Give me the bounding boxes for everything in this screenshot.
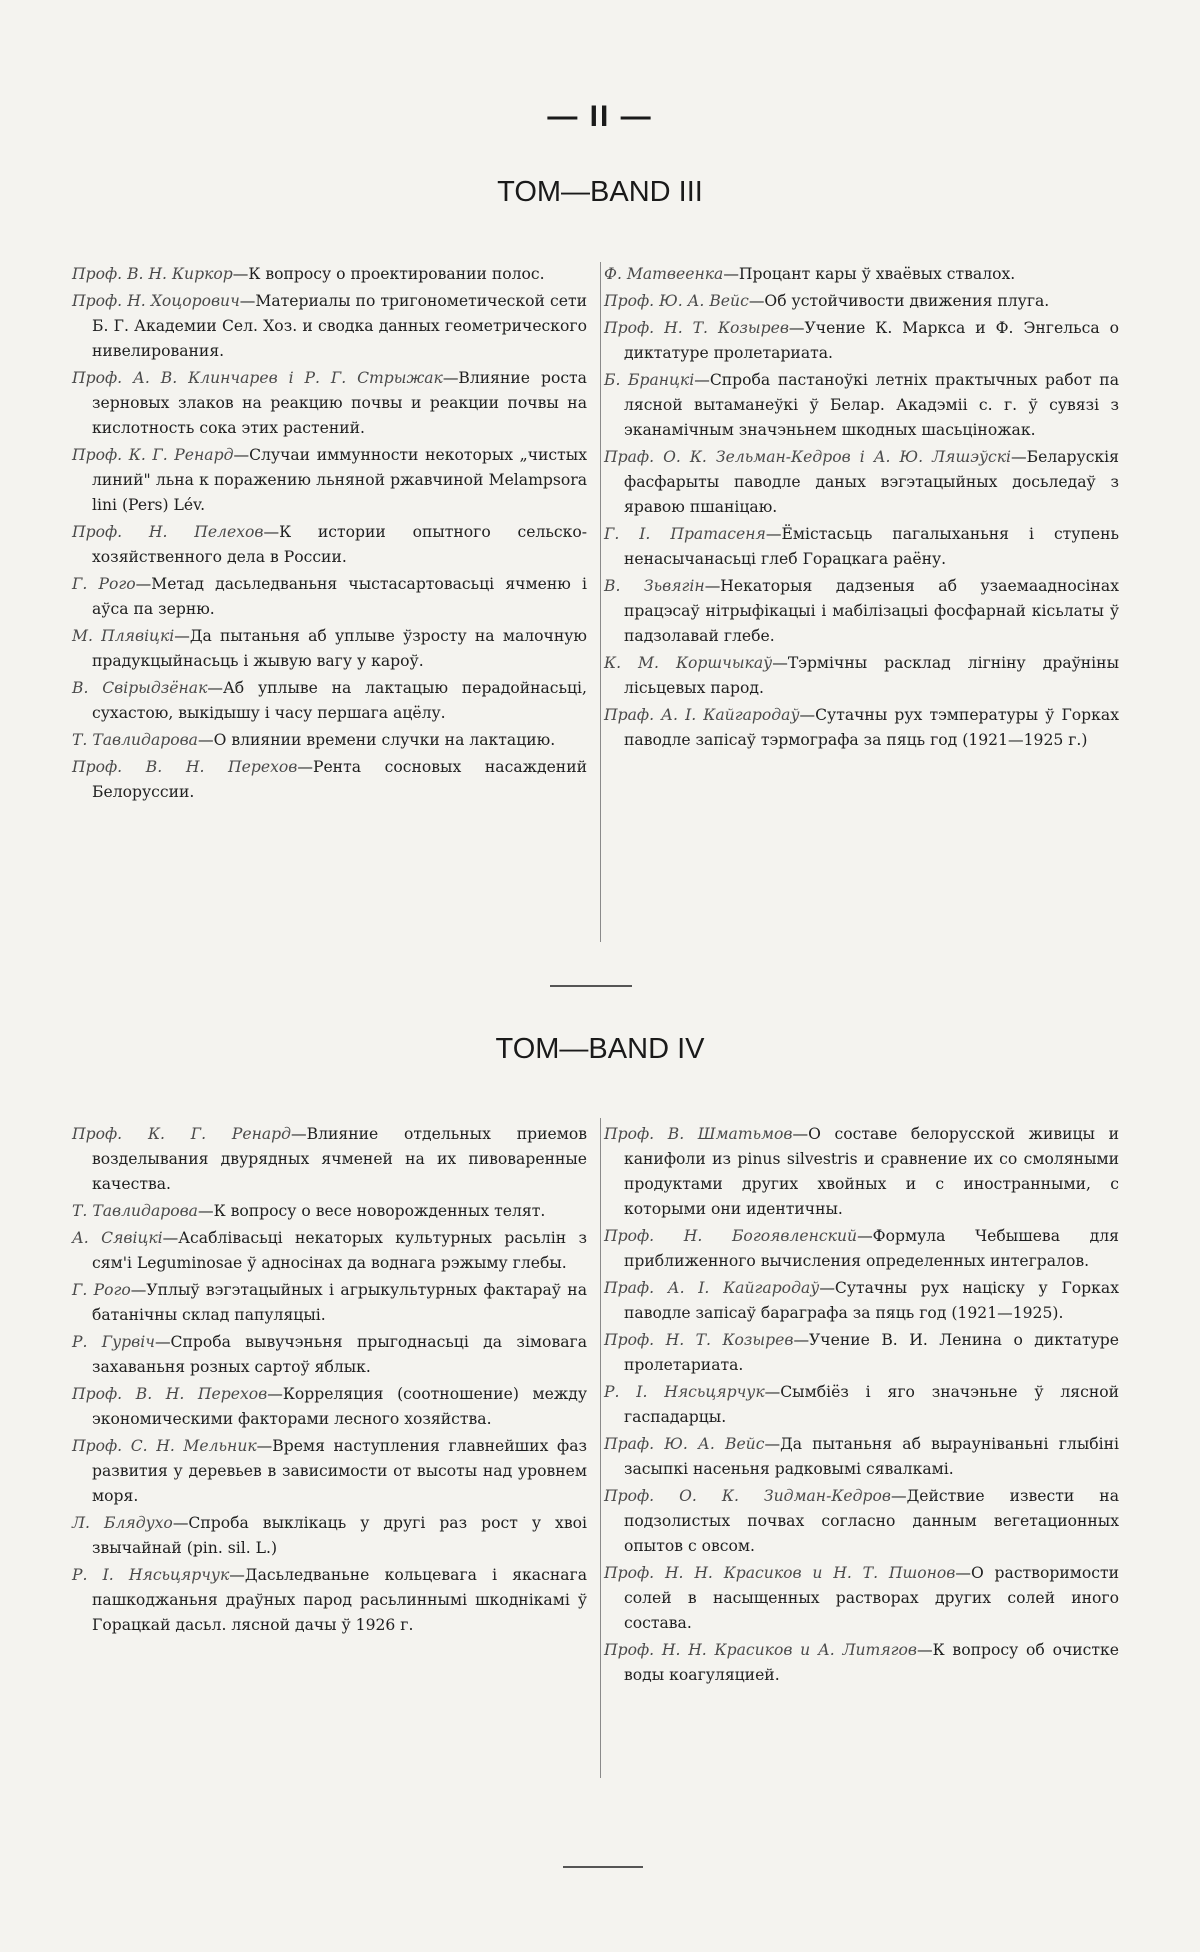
entry-title: —Да пытаньня аб уплыве ўзросту на малочную прадукцыйнасьць і жывую вагу у кароў. (92, 627, 587, 670)
entry-title: —Рента сосновых насаждений Белоруссии. (92, 758, 587, 801)
entry-author: Проф. Н. Хоцорович (72, 292, 240, 310)
entry-author: Г. Рого (72, 575, 136, 593)
bibliography-entry (72, 520, 587, 570)
entry-title: —К истории опытного сельско-хозяйственного дела в России. (92, 523, 587, 566)
bibliography-entry (604, 1328, 1119, 1378)
bibliography-entry (72, 728, 587, 753)
bibliography-entry (604, 1276, 1119, 1326)
end-separator (563, 1866, 643, 1868)
entry-author: Проф. А. В. Клинчарев і Р. Г. Стрыжак (72, 369, 443, 387)
entry-author: Проф. Ю. А. Вейс (604, 292, 749, 310)
bibliography-entry (604, 574, 1119, 649)
entry-title: —Время наступления главнейших фаз развития у деревьев в зависимости от высоты над уровнем моря. (92, 1437, 587, 1505)
entry-author: Ф. Матвеенка (604, 265, 723, 283)
entry-author: Г. І. Пратасеня (604, 525, 766, 543)
bibliography-entry (604, 368, 1119, 443)
section-separator (550, 985, 632, 987)
entry-author: Праф. Ю. А. Вейс (604, 1435, 764, 1453)
bibliography-entry (604, 316, 1119, 366)
volume-4-right-column (604, 1122, 1119, 1690)
entry-title: —Случаи иммунности некоторых „чистых линий" льна к поражению льняной ржавчиной Melampsora lini (Pers) Lév. (92, 446, 587, 514)
bibliography-entry (72, 624, 587, 674)
entry-title: —О составе белорусской живицы и канифоли из pinus silvestris и сравнение их со смоляными продуктами других хвойных и с иностранными, с которыми они идентичны. (624, 1125, 1119, 1218)
entry-title: —Метад дасьледваньня чыстасартовасьці ячменю і аўса па зерню. (92, 575, 587, 618)
bibliography-entry (72, 1563, 587, 1638)
entry-author: В. Зьвягін (604, 577, 705, 595)
entry-title: —Сутачны рух націску у Горках паводле запісаў бараграфа за пяць год (1921—1925). (624, 1279, 1119, 1322)
entry-author: В. Свірыдзёнак (72, 679, 207, 697)
entry-author: К. М. Коршчыкаў (604, 654, 772, 672)
entry-author: Р. І. Нясьцярчук (72, 1566, 229, 1584)
entry-title: —Асаблівасьці некаторых культурных расьлін з сям'і Leguminosae ў адносінах да воднага рэжыму глебы. (92, 1229, 587, 1272)
volume-3-right-column (604, 262, 1119, 755)
bibliography-entry (72, 1434, 587, 1509)
entry-title: —Некаторыя дадзеныя аб узаемаадносінах працэсаў нітрыфікацыі і мабілізацыі фосфарнай кісьлаты ў падзолавай глебе. (624, 577, 1119, 645)
volume-4-title: TOM—BAND IV (0, 1033, 1200, 1066)
entry-title: —О влиянии времени случки на лактацию. (198, 731, 555, 749)
entry-author: Проф. Н. Пелехов (72, 523, 263, 541)
bibliography-entry (604, 651, 1119, 701)
entry-title: —Действие извести на подзолистых почвах согласно данным вегетационных опытов с овсом. (624, 1487, 1119, 1555)
entry-title: —Уплыў вэгэтацыйных і агрыкультурных фактараў на батанічны склад папуляцыі. (92, 1281, 587, 1324)
entry-title: —Спроба выклікаць у другі раз рост у хвоі звычайнай (pin. sil. L.) (92, 1514, 587, 1557)
entry-author: Б. Бранцкі (604, 371, 694, 389)
bibliography-entry (72, 289, 587, 364)
entry-author: Проф. С. Н. Мельник (72, 1437, 257, 1455)
bibliography-entry (72, 1226, 587, 1276)
bibliography-entry (72, 366, 587, 441)
page-number: — II — (0, 100, 1200, 134)
bibliography-entry (604, 262, 1119, 287)
entry-author: Проф. О. К. Зидман-Кедров (604, 1487, 891, 1505)
entry-author: Проф. Н. Н. Красиков и А. Литягов (604, 1641, 917, 1659)
entry-author: Р. І. Нясьцярчук (604, 1383, 765, 1401)
entry-author: Проф. В. Н. Перехов (72, 758, 297, 776)
bibliography-entry (72, 262, 587, 287)
entry-title: —Корреляция (соотношение) между экономическими факторами лесного хозяйства. (92, 1385, 587, 1428)
entry-author: Т. Тавлидарова (72, 731, 198, 749)
entry-author: Р. Гурвіч (72, 1333, 155, 1351)
entry-author: М. Плявіцкі (72, 627, 174, 645)
bibliography-entry (72, 572, 587, 622)
entry-author: Проф. В. Н. Перехов (72, 1385, 267, 1403)
entry-author: Проф. Н. Н. Красиков и Н. Т. Пшонов (604, 1564, 955, 1582)
entry-title: —К вопросу о проектировании полос. (233, 265, 545, 283)
entry-title: —Материалы по тригонометической сети Б. Г. Академии Сел. Хоз. и сводка данных геометрического нивелирования. (92, 292, 587, 360)
entry-title: —Спроба пастаноўкі летніх практычных работ па лясной вытаманеўкі ў Белар. Акадэміі с. г. ў сувязі з эканамічным значэньнем шкодных шасьціножак. (624, 371, 1119, 439)
entry-title: —Аб уплыве на лактацыю перадойнасьці, сухастою, выкідышу і часу першага ацёлу. (92, 679, 587, 722)
entry-author: Л. Блядухо (72, 1514, 173, 1532)
bibliography-entry (604, 289, 1119, 314)
bibliography-entry (604, 1224, 1119, 1274)
entry-title: —О растворимости солей в насыщенных растворах других солей иного состава. (624, 1564, 1119, 1632)
entry-title: —Дасьледваньне кольцевага і якаснага пашкоджаньня драўных парод расьлиннымі шкоднікамі ў Горацкай дасьл. лясной дачы ў 1926 г. (92, 1566, 587, 1634)
entry-title: —Беларускія фасфарыты паводле даных вэгэтацыйных досьледаў з яравою пшаніцаю. (624, 448, 1119, 516)
entry-title: —Об устойчивости движения плуга. (749, 292, 1049, 310)
bibliography-entry (604, 445, 1119, 520)
entry-title: —К вопросу об очистке воды коагуляцией. (624, 1641, 1119, 1684)
entry-author: Праф. А. І. Кайгародаў (604, 1279, 819, 1297)
bibliography-entry (604, 1432, 1119, 1482)
bibliography-entry (72, 1382, 587, 1432)
volume-3-left-column (72, 262, 587, 807)
bibliography-entry (604, 1122, 1119, 1222)
entry-author: Проф. К. Г. Ренард (72, 1125, 291, 1143)
entry-title: —Тэрмічны расклад лігніну драўніны лісьцевых парод. (624, 654, 1119, 697)
bibliography-entry (72, 676, 587, 726)
entry-author: Праф. О. К. Зельман-Кедров і А. Ю. Ляшэўскі (604, 448, 1011, 466)
bibliography-entry (72, 443, 587, 518)
entry-author: Проф. К. Г. Ренард (72, 446, 233, 464)
entry-author: Г. Рого (72, 1281, 131, 1299)
entry-title: —Спроба вывучэньня прыгоднасьці да зімовага захаваньня розных сартоў яблык. (92, 1333, 587, 1376)
bibliography-entry (604, 1380, 1119, 1430)
bibliography-entry (72, 1330, 587, 1380)
entry-title: —Влияние роста зерновых злаков на реакцию почвы и реакции почвы на кислотность сока этих растений. (92, 369, 587, 437)
bibliography-entry (604, 1484, 1119, 1559)
page (0, 0, 1200, 1952)
entry-title: —Учение К. Маркса и Ф. Энгельса о диктатуре пролетариата. (624, 319, 1119, 362)
entry-title: —Процант кары ў хваёвых ствалох. (723, 265, 1015, 283)
bibliography-entry (72, 1199, 587, 1224)
entry-author: Проф. В. Шматьмов (604, 1125, 793, 1143)
volume-3-column-divider (600, 262, 601, 942)
volume-4-column-divider (600, 1118, 601, 1778)
bibliography-entry (72, 1511, 587, 1561)
bibliography-entry (604, 703, 1119, 753)
entry-title: —Сымбіёз і яго значэньне ў лясной гаспадарцы. (624, 1383, 1119, 1426)
entry-title: —Да пытаньня аб вырауніваньні глыбіні засыпкі насеньня радковымі сявалкамі. (624, 1435, 1119, 1478)
entry-author: Праф. А. І. Кайгародаў (604, 706, 800, 724)
bibliography-entry (604, 522, 1119, 572)
entry-author: Проф. В. Н. Киркор (72, 265, 233, 283)
entry-title: —Учение В. И. Ленина о диктатуре пролетариата. (624, 1331, 1119, 1374)
bibliography-entry (72, 1122, 587, 1197)
bibliography-entry (72, 755, 587, 805)
entry-author: Проф. Н. Т. Козырев (604, 319, 789, 337)
bibliography-entry (604, 1561, 1119, 1636)
entry-title: —К вопросу о весе новорожденных телят. (198, 1202, 545, 1220)
volume-4-left-column (72, 1122, 587, 1640)
bibliography-entry (72, 1278, 587, 1328)
entry-author: Проф. Н. Т. Козырев (604, 1331, 793, 1349)
volume-3-title: TOM—BAND III (0, 176, 1200, 209)
entry-title: —Ёмістасьць пагалыханьня і ступень ненасычанасьці глеб Горацкага раёну. (624, 525, 1119, 568)
entry-title: —Влияние отдельных приемов возделывания двурядных ячменей на их пивоваренные качества. (92, 1125, 587, 1193)
entry-title: —Формула Чебышева для приближенного вычисления определенных интегралов. (624, 1227, 1119, 1270)
bibliography-entry (604, 1638, 1119, 1688)
entry-author: А. Сявіцкі (72, 1229, 163, 1247)
entry-author: Проф. Н. Богоявленский (604, 1227, 857, 1245)
entry-author: Т. Тавлидарова (72, 1202, 198, 1220)
entry-title: —Сутачны рух тэмпературы ў Горках паводле запісаў тэрмографа за пяць год (1921—1925 г.) (624, 706, 1119, 749)
